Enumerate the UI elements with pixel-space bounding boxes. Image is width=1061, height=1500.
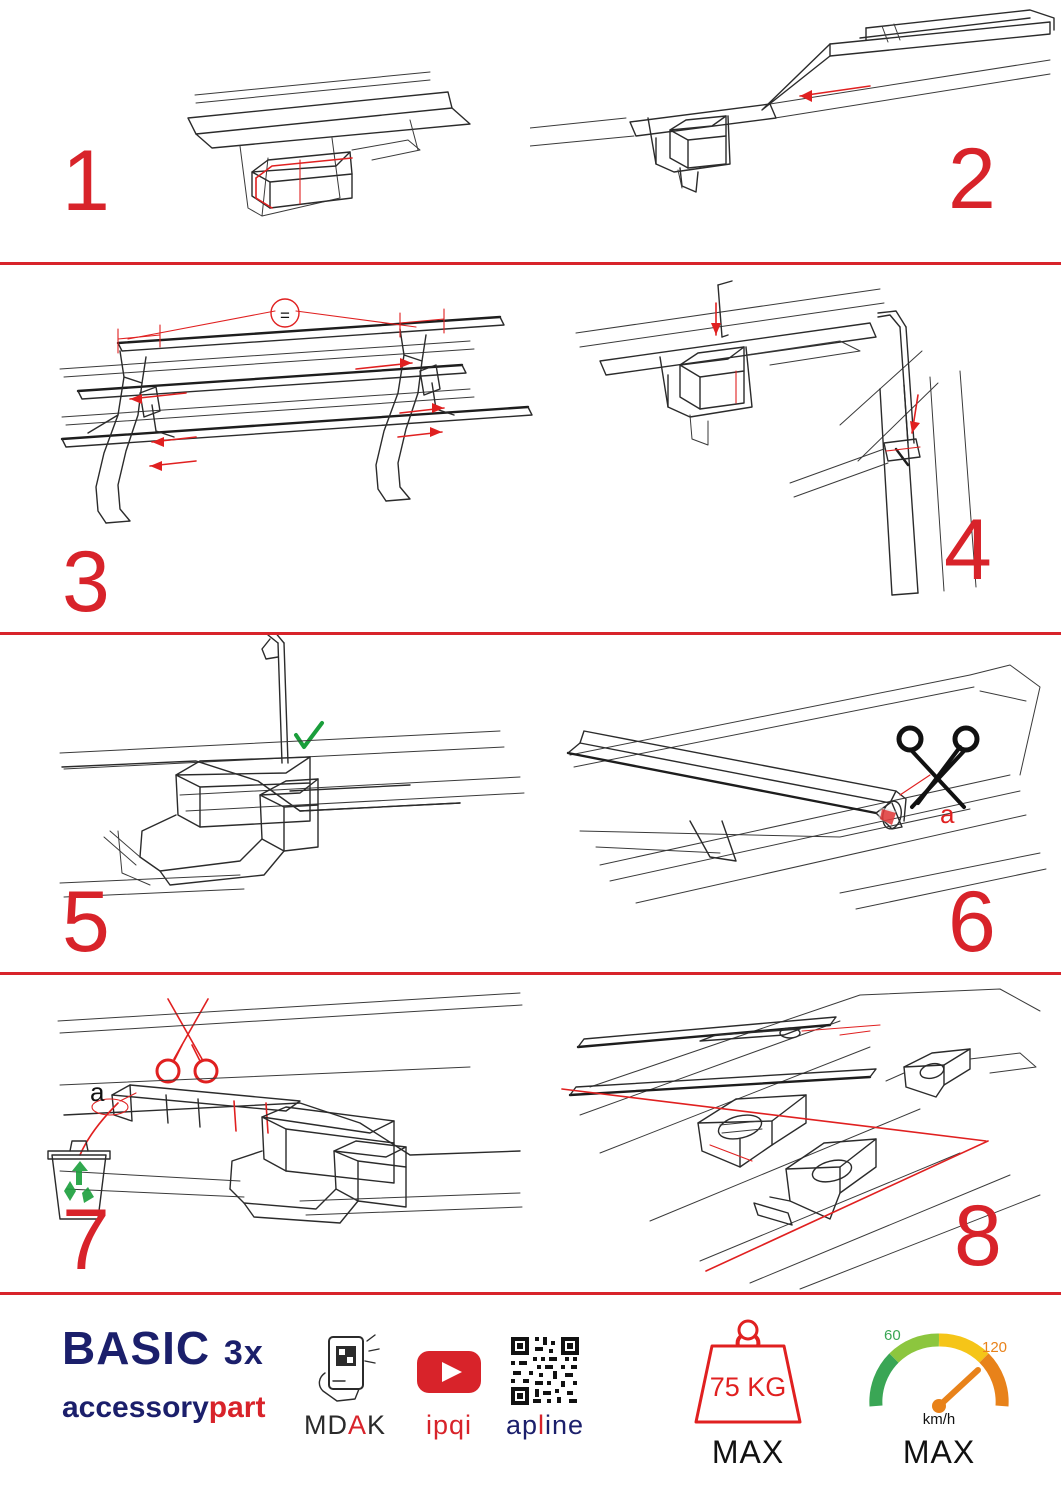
step-1-panel bbox=[0, 0, 530, 262]
part-a-label-step7: a bbox=[90, 1077, 105, 1107]
step-2-panel bbox=[530, 0, 1061, 262]
step-7-number: 7 bbox=[62, 1192, 108, 1288]
mdak-right: K bbox=[367, 1410, 387, 1440]
qr-hand-icon bbox=[288, 1332, 402, 1410]
weight-limit-block bbox=[668, 1312, 828, 1471]
scissors-icon bbox=[899, 728, 977, 807]
svg-text:60: 60 bbox=[884, 1327, 901, 1344]
mdak-accent: A bbox=[347, 1410, 367, 1440]
product-brand-block bbox=[62, 1322, 292, 1425]
check-icon bbox=[296, 723, 322, 747]
product-name bbox=[62, 1322, 292, 1379]
step-5-number: 5 bbox=[62, 874, 108, 970]
qr-code-icon[interactable] bbox=[480, 1332, 610, 1410]
step-3-panel bbox=[0, 265, 540, 632]
logo-apline-text bbox=[480, 1410, 610, 1441]
logo-mdak-text bbox=[288, 1410, 402, 1441]
logo-ipqi-text: ipqi bbox=[425, 1410, 473, 1440]
step-8-panel bbox=[540, 975, 1061, 1292]
step-1-number: 1 bbox=[62, 133, 108, 229]
step-4-number: 4 bbox=[944, 502, 990, 598]
step-8-number: 8 bbox=[954, 1188, 1000, 1284]
equal-symbol: = bbox=[280, 306, 290, 325]
product-quantity: 3x bbox=[223, 1334, 264, 1372]
apline-right: ine bbox=[545, 1410, 585, 1440]
apline-left: ap bbox=[505, 1410, 538, 1440]
speed-max-caption: MAX bbox=[902, 1434, 976, 1470]
brand-part: part bbox=[208, 1391, 266, 1424]
weight-value: 75 KG bbox=[709, 1372, 787, 1402]
svg-text:km/h: km/h bbox=[922, 1411, 956, 1428]
speed-limit-block bbox=[854, 1310, 1024, 1471]
weight-icon bbox=[668, 1312, 828, 1428]
weight-max-caption: MAX bbox=[711, 1434, 785, 1470]
step-5-panel bbox=[0, 635, 540, 972]
mdak-left: MD bbox=[303, 1410, 348, 1440]
step-6-number: 6 bbox=[948, 874, 994, 970]
product-name-text: BASIC bbox=[62, 1322, 211, 1374]
brand-accessory: accessory bbox=[62, 1391, 209, 1424]
apline-accent: l bbox=[538, 1410, 545, 1440]
logo-mdak bbox=[288, 1332, 402, 1441]
step-2-number: 2 bbox=[948, 131, 994, 227]
step-7-panel bbox=[0, 975, 540, 1292]
svg-text:120: 120 bbox=[982, 1339, 1008, 1356]
speedometer-icon bbox=[854, 1310, 1024, 1428]
step-3-number: 3 bbox=[62, 534, 108, 630]
brand-logo-text bbox=[62, 1391, 292, 1425]
part-a-label-step6: a bbox=[940, 799, 955, 829]
step-4-panel bbox=[540, 265, 1061, 632]
step-6-panel bbox=[540, 635, 1061, 972]
footer bbox=[0, 1292, 1061, 1500]
logo-apline bbox=[480, 1332, 610, 1441]
